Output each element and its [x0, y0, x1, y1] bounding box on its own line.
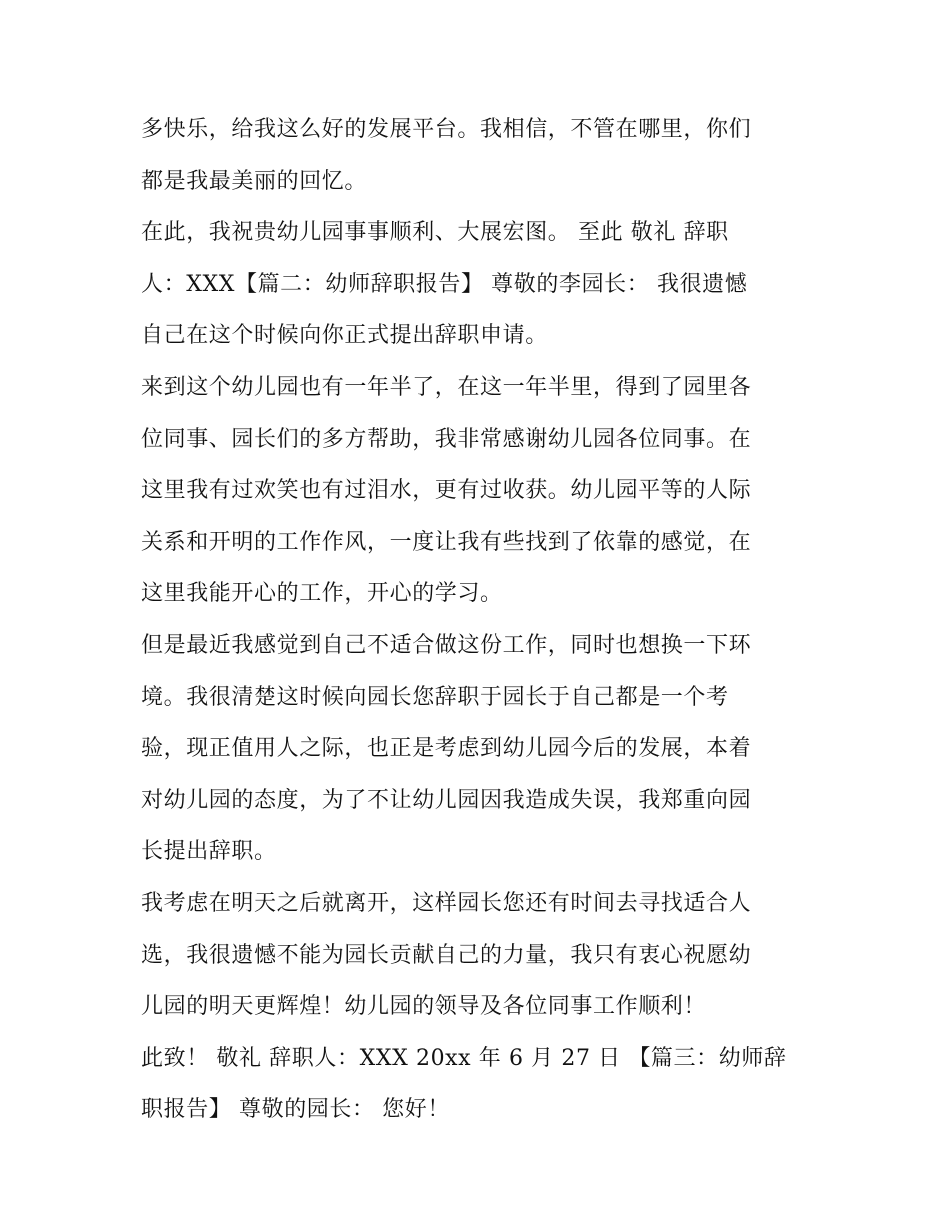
text-line: 我考虑在明天之后就离开，这样园长您还有时间去寻找适合人	[141, 890, 752, 916]
text-line: 多快乐，给我这么好的发展平台。我相信，不管在哪里，你们	[141, 117, 752, 142]
text-line: 但是最近我感觉到自己不适合做这份工作，同时也想换一下环	[141, 632, 752, 658]
text-line: 这里我有过欢笑也有过泪水，更有过收获。幼儿园平等的人际	[141, 478, 752, 504]
text-line: 职报告】 尊敬的园长： 您好！	[141, 1097, 450, 1123]
text-line: 人：XXX【篇二：幼师辞职报告】 尊敬的李园长： 我很遗憾	[141, 271, 748, 297]
text-line: 对幼儿园的态度，为了不让幼儿园因我造成失误，我郑重向园	[141, 787, 752, 813]
text-line: 长提出辞职。	[141, 839, 277, 865]
text-line: 这里我能开心的工作，开心的学习。	[141, 581, 503, 607]
text-line: 在此，我祝贵幼儿园事事顺利、大展宏图。 至此 敬礼 辞职	[141, 220, 729, 246]
text-line: 自己在这个时候向你正式提出辞职申请。	[141, 323, 548, 349]
text-line: 此致！ 敬礼 辞职人：XXX 20xx 年 6 月 27 日 【篇三：幼师辞	[141, 1045, 787, 1071]
text-line: 境。我很清楚这时候向园长您辞职于园长于自己都是一个考	[141, 684, 729, 710]
text-line: 儿园的明天更辉煌！幼儿园的领导及各位同事工作顺利！	[141, 994, 707, 1020]
text-line: 来到这个幼儿园也有一年半了，在这一年半里，得到了园里各	[141, 374, 752, 400]
text-line: 关系和开明的工作作风，一度让我有些找到了依靠的感觉，在	[141, 529, 752, 555]
text-line: 都是我最美丽的回忆。	[141, 168, 368, 194]
body-text	[141, 104, 821, 1136]
text-line: 验，现正值用人之际，也正是考虑到幼儿园今后的发展，本着	[141, 736, 752, 762]
text-line: 选，我很遗憾不能为园长贡献自己的力量，我只有衷心祝愿幼	[141, 942, 752, 968]
text-line: 位同事、园长们的多方帮助，我非常感谢幼儿园各位同事。在	[141, 426, 752, 452]
